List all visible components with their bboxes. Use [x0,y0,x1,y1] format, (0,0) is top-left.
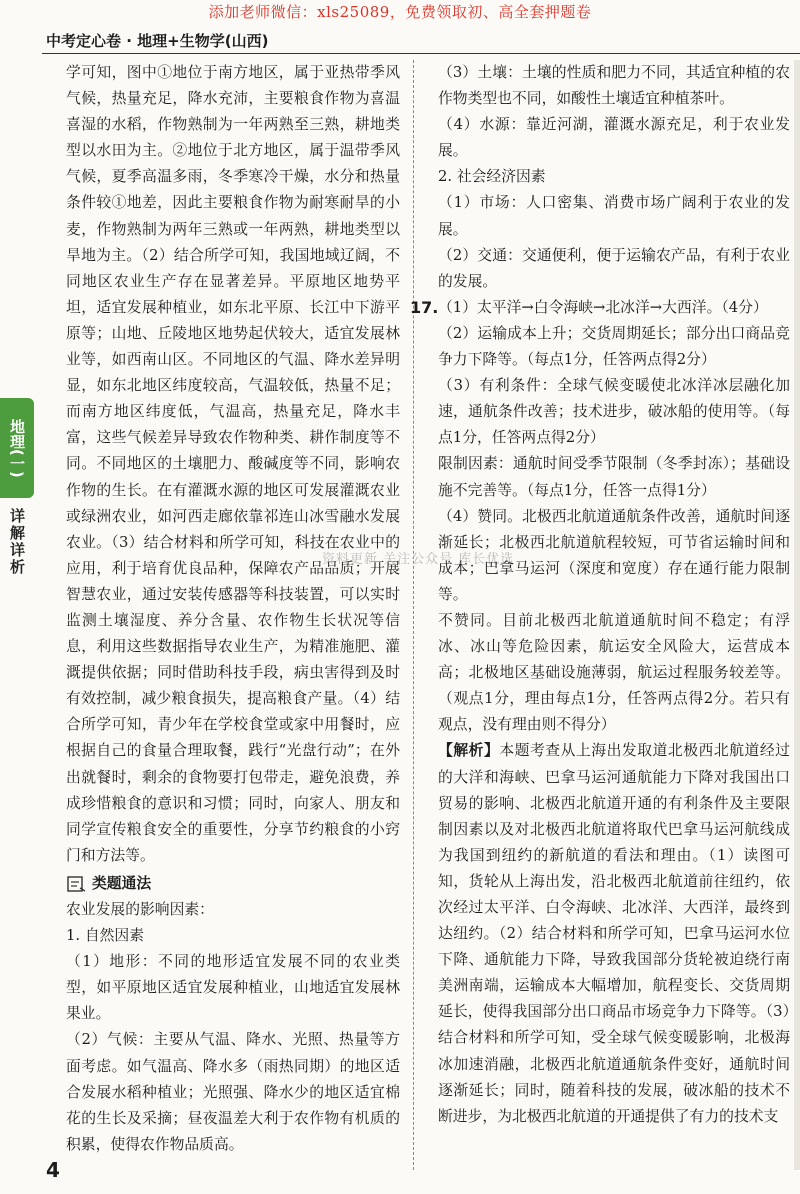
page-header: 中考定心卷 · 地理+生物学(山西) [46,32,269,50]
factor-item: （3）土壤：土壤的性质和肥力不同，其适宜种植的农作物类型也不同，如酸性土壤适宜种植茶叶。 [438,64,790,108]
header-rule [42,53,800,54]
factor-item: （2）气候：主要从气温、降水、光照、热量等方面考虑。如气温高、降水多（雨热同期）的地区适合发展水稻种植业；光照强、降水少的地区适宜棉花的生长及采摘；昼夜温差大利于农作物有机质的积累，使得农作物品质高。 [66,1031,400,1153]
watermark: 资料更新 关注公众号 库长优选 [322,552,515,567]
analysis-text: 本题考查从上海出发取道北极西北航道经过的大洋和海峡、巴拿马运河通航能力下降对我国出口贸易的影响、北极西北航道开通的有利条件及主要限制因素以及对北极西北航道将取代巴拿马运河航线成为我国到纽约的新航道的看法和理由。（1）读图可知，货轮从上海出发，沿北极西北航道前往纽约，依次经过太平洋、白令海峡、北冰洋、大西洋，最终到达纽约。（2）结合材料和所学可知，巴拿马运河水位下降、通航能力下降，导致我国部分货轮被迫绕行南美洲南端，运输成本大幅增加，航程变长、交货周期延长，使得我国部分出口商品市场竞争力下降等。（3）结合材料和所学可知，受全球气候变暖影响，北极海冰加速消融，北极西北航道通航条件变好，通航时间逐渐延长；同时，随着科技的发展，破冰船的技术不断进步，为北极西北航道的开通提供了有力的技术支 [438,742,790,1125]
section-side-label: 详解详析 [8,508,26,576]
section-title-text: 类题通法 [92,874,152,892]
method-section-title [66,871,400,897]
answer-part: 限制因素：通航时间受季节限制（冬季封冻）；基础设施不完善等。（每点1分，任答一点得1分） [438,455,790,499]
factor-subheading: 1. 自然因素 [66,927,145,945]
analysis-label: 【解析】 [438,742,500,760]
question-number: 17. [410,297,439,317]
analysis-paragraph [438,738,790,1129]
subject-tab: 地理(一) [0,398,34,498]
answer-paragraph: 学可知，图中①地位于南方地区，属于亚热带季风气候，热量充足，降水充沛，主要粮食作物为喜温喜湿的水稻，作物熟制为一年两熟至三熟，耕地类型以水田为主。②地位于北方地区，属于温带季风气候，夏季高温多雨，冬季寒冷干燥，水分和热量条件较①地差，因此主要粮食作物为耐寒耐旱的小麦，作物熟制为两年三熟或一年两熟，耕地类型以旱地为主。（2）结合所学可知，我国地域辽阔，不同地区农业生产存在显著差异。平原地区地势平坦，适宜发展种植业，如东北平原、长江中下游平原等；山地、丘陵地区地势起伏较大，适宜发展林业等，如西南山区。不同地区的气温、降水差异明显，如东北地区纬度较高，气温较低，热量不足；而南方地区纬度低，气温高，热量充足，降水丰富，这些气候差异导致农作物种类、耕作制度等不同。不同地区的土壤肥力、酸碱度等不同，影响农作物的生长。在有灌溉水源的地区可发展灌溉农业或绿洲农业，如河西走廊依靠祁连山冰雪融水发展农业。（3）结合材料和所学可知，科技在农业中的应用，利于培育优良品种，保障农产品品质；开展智慧农业，通过安装传感器等科技装置，可以实时监测土壤湿度、养分含量、农作物生长状况等信息，利用这些数据指导农业生产，为精准施肥、灌溉提供依据；同时借助科技手段，病虫害得到及时有效控制，减少粮食损失，提高粮食产量。（4）结合所学可知，青少年在学校食堂或家中用餐时，应根据自己的食量合理取餐，践行“光盘行动”；在外出就餐时，剩余的食物要打包带走，避免浪费，养成珍惜粮食的意识和习惯；同时，向家人、朋友和同学宣传粮食安全的重要性，分享节约粮食的小窍门和方法等。 [66,64,400,864]
factor-item: （2）交通：交通便利，便于运输农产品，有利于农业的发展。 [438,246,790,290]
factor-heading: 农业发展的影响因素： [66,901,214,918]
question-17 [410,295,790,321]
factor-item: （1）地形：不同的地形适宜发展不同的农业类型，如平原地区适宜发展种植业，山地适宜发展林果业。 [66,953,400,1023]
answer-part: 不赞同。目前北极西北航道通航时间不稳定；有浮冰、冰山等危险因素，航运安全风险大，运营成本高；北极地区基础设施薄弱，航运过程服务较差等。（观点1分，理由每点1分，任答两点得2分。若只有观点，没有理由则不得分） [438,611,790,734]
promo-banner: 添加老师微信：xls25089，免费领取初、高全套押题卷 [208,3,592,21]
answer-part: （1）太平洋→白令海峡→北冰洋→大西洋。（4分） [438,298,768,316]
page-number: 4 [46,1158,60,1182]
factor-item: （1）市场：人口密集、消费市场广阔利于农业的发展。 [438,194,790,238]
factor-item: （4）水源：靠近河湖，灌溉水源充足，利于农业发展。 [438,116,790,160]
answer-part: （3）有利条件：全球气候变暖使北冰洋冰层融化加速，通航条件改善；技术进步，破冰船的使用等。（每点1分，任答两点得2分） [438,377,790,447]
factor-subheading: 2. 社会经济因素 [438,168,546,186]
page-edge [794,60,800,1170]
column-divider [413,60,414,1170]
notebook-icon [66,875,86,893]
left-column [66,60,400,1158]
answer-part: （4）赞同。北极西北航道通航条件改善，通航时间逐渐延长；北极西北航道航程较短，可节省运输时间和成本；巴拿马运河（深度和宽度）存在通行能力限制等。 [438,507,790,603]
answer-part: （2）运输成本上升；交货周期延长；部分出口商品竞争力下降等。（每点1分，任答两点得2分） [438,324,790,369]
